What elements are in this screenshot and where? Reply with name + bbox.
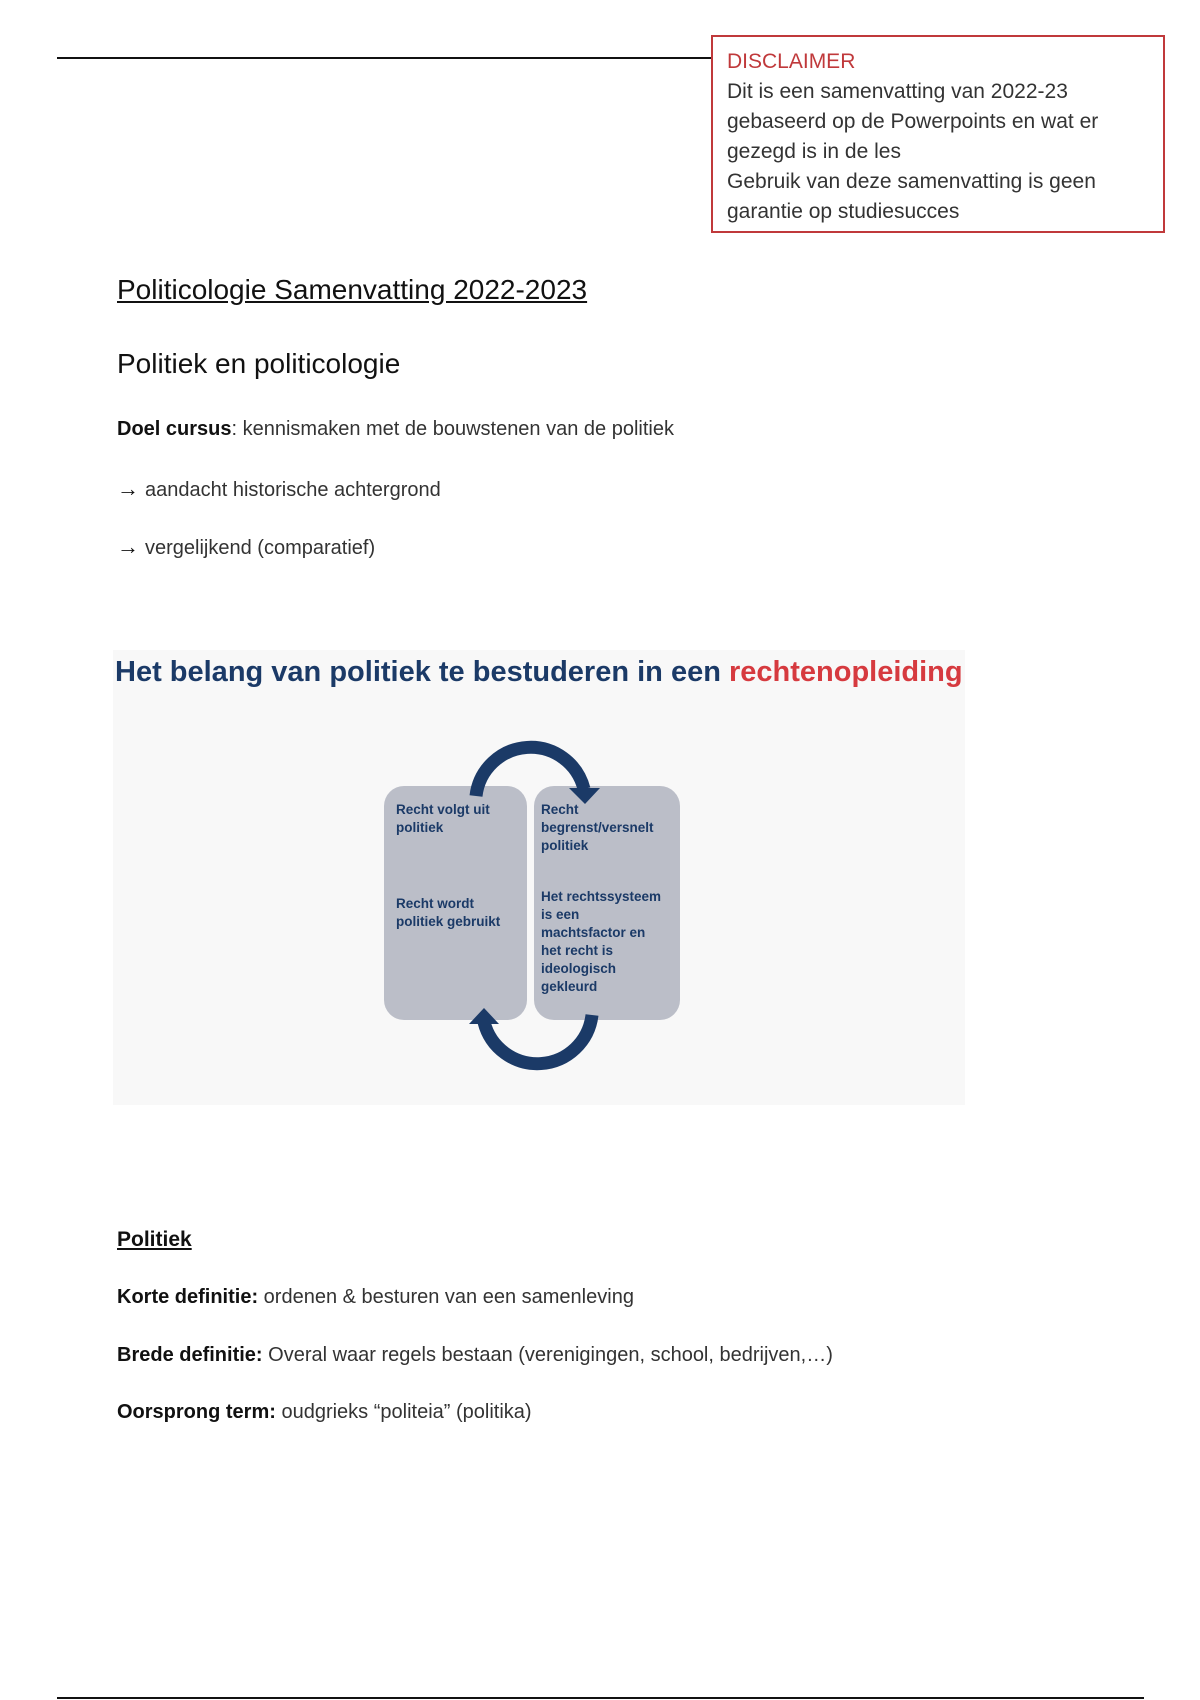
right-panel-line: machtsfactor en (541, 925, 646, 940)
short-definition-label: Korte definitie: (117, 1286, 259, 1308)
disclaimer-line: garantie op studiesucces (727, 200, 960, 223)
footer-rule (57, 1697, 1144, 1699)
left-panel-line: Recht wordt (396, 896, 475, 911)
broad-definition-text: Overal waar regels bestaan (verenigingen, school, bedrijven,…) (262, 1344, 833, 1366)
term-origin-text: oudgrieks “politeia” (politika) (275, 1401, 532, 1423)
slide-title-main: Het belang van politiek te bestuderen in een (115, 656, 729, 688)
short-definition (117, 1286, 634, 1309)
goal-bullet-text: vergelijkend (comparatief) (145, 537, 376, 559)
right-panel-line: is een (541, 907, 580, 922)
right-panel-line: Recht (541, 802, 579, 817)
bottom-cycle-arrow (484, 1015, 592, 1064)
document-title: Politicologie Samenvatting 2022-2023 (117, 274, 588, 305)
arrow-right-icon: → (117, 534, 139, 559)
course-goal (117, 418, 674, 441)
right-panel-line: het recht is (541, 943, 614, 958)
disclaimer-line: Gebruik van deze samenvatting is geen (727, 170, 1096, 193)
disclaimer-line: Dit is een samenvatting van 2022-23 (727, 80, 1068, 103)
left-panel-line: politiek gebruikt (396, 914, 501, 929)
short-definition-text: ordenen & besturen van een samenleving (258, 1286, 634, 1308)
right-panel-line: gekleurd (541, 979, 598, 994)
left-panel-line: politiek (396, 820, 444, 835)
left-panel-line: Recht volgt uit (396, 802, 490, 817)
goal-bullet (117, 476, 441, 502)
section-heading: Politiek en politicologie (117, 348, 401, 379)
disclaimer-title: DISCLAIMER (727, 50, 856, 73)
term-origin (117, 1401, 532, 1424)
term-origin-label: Oorsprong term: (117, 1401, 276, 1423)
goal-bullet-text: aandacht historische achtergrond (145, 479, 441, 501)
cycle-diagram (113, 650, 965, 1105)
right-panel-line: politiek (541, 838, 589, 853)
goal-bullet (117, 534, 375, 560)
slide-title-accent: rechtenopleiding (728, 656, 963, 688)
disclaimer-line: gebaseerd op de Powerpoints en wat er (727, 110, 1099, 133)
course-goal-label: Doel cursus (117, 418, 232, 440)
right-panel-line: Het rechtssysteem (541, 889, 662, 904)
broad-definition (117, 1344, 833, 1367)
right-panel-line: begrenst/versnelt (541, 820, 654, 835)
header-rule (57, 57, 712, 59)
slide-image (113, 650, 965, 1105)
course-goal-text: : kennismaken met de bouwstenen van de politiek (231, 418, 674, 440)
arrow-right-icon: → (117, 476, 139, 501)
disclaimer-box (711, 35, 1165, 233)
disclaimer-line: gezegd is in de les (727, 140, 901, 163)
right-panel-line: ideologisch (541, 961, 617, 976)
broad-definition-label: Brede definitie: (117, 1344, 263, 1366)
politiek-heading: Politiek (117, 1228, 192, 1251)
